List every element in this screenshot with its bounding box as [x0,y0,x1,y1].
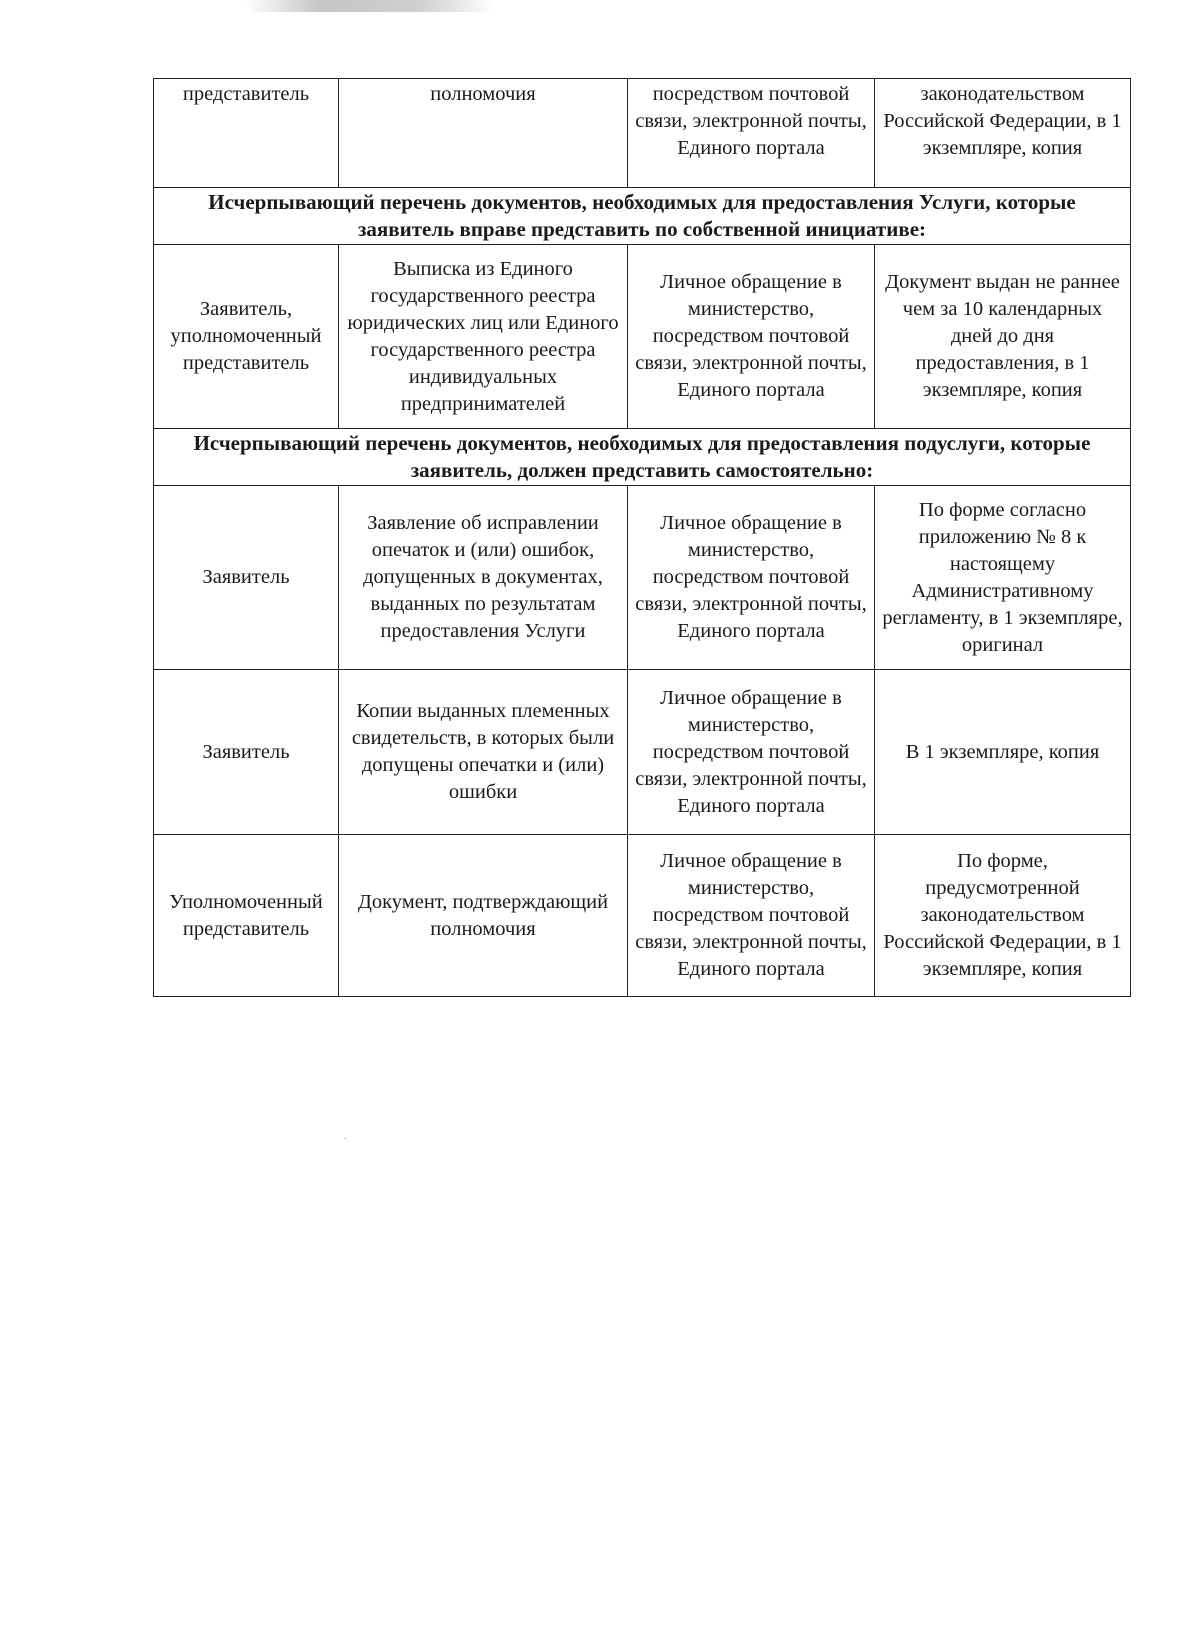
cell-method: Личное обращение в министерство, посредством почтовой связи, электронной почты, Единого портала [628,245,875,429]
cell-applicant: Заявитель, уполномоченный представитель [154,245,339,429]
section-heading-optional-documents: Исчерпывающий перечень документов, необходимых для предоставления Услуги, которые заявитель вправе представить по собственной инициативе: [154,188,1131,245]
documents-table [153,78,1131,997]
cell-applicant: Заявитель [154,670,339,835]
cell-requirements: В 1 экземпляре, копия [875,670,1131,835]
cell-requirements: По форме, предусмотренной законодательством Российской Федерации, в 1 экземпляре, копия [875,835,1131,997]
cell-method: Личное обращение в министерство, посредством почтовой связи, электронной почты, Единого портала [628,486,875,670]
scan-artifact-top [245,0,495,12]
cell-document: Копии выданных племенных свидетельств, в которых были допущены опечатки и (или) ошибки [339,670,628,835]
table-row [154,486,1131,670]
table-row [154,670,1131,835]
section-heading-required-documents: Исчерпывающий перечень документов, необходимых для предоставления подуслуги, которые заявитель, должен представить самостоятельно: [154,429,1131,486]
table-row [154,835,1131,997]
cell-document: Заявление об исправлении опечаток и (или) ошибок, допущенных в документах, выданных по результатам предоставления Услуги [339,486,628,670]
cell-document: Выписка из Единого государственного реестра юридических лиц или Единого государственного реестра индивидуальных предпринимателей [339,245,628,429]
table-row [154,245,1131,429]
cell-method: Личное обращение в министерство, посредством почтовой связи, электронной почты, Единого портала [628,835,875,997]
cell-requirements: законодательством Российской Федерации, в 1 экземпляре, копия [875,79,1131,188]
cell-applicant: Заявитель [154,486,339,670]
section-heading-row [154,429,1131,486]
cell-method: Личное обращение в министерство, посредством почтовой связи, электронной почты, Единого портала [628,670,875,835]
table-row-continuation [154,79,1131,188]
scan-artifact-speck [344,1138,346,1139]
cell-requirements: Документ выдан не раннее чем за 10 календарных дней до дня предоставления, в 1 экземпляре, копия [875,245,1131,429]
section-heading-row [154,188,1131,245]
cell-method: посредством почтовой связи, электронной почты, Единого портала [628,79,875,188]
cell-requirements: По форме согласно приложению № 8 к настоящему Административному регламенту, в 1 экземпляре, оригинал [875,486,1131,670]
cell-document: полномочия [339,79,628,188]
cell-applicant: Уполномоченный представитель [154,835,339,997]
cell-applicant: представитель [154,79,339,188]
cell-document: Документ, подтверждающий полномочия [339,835,628,997]
